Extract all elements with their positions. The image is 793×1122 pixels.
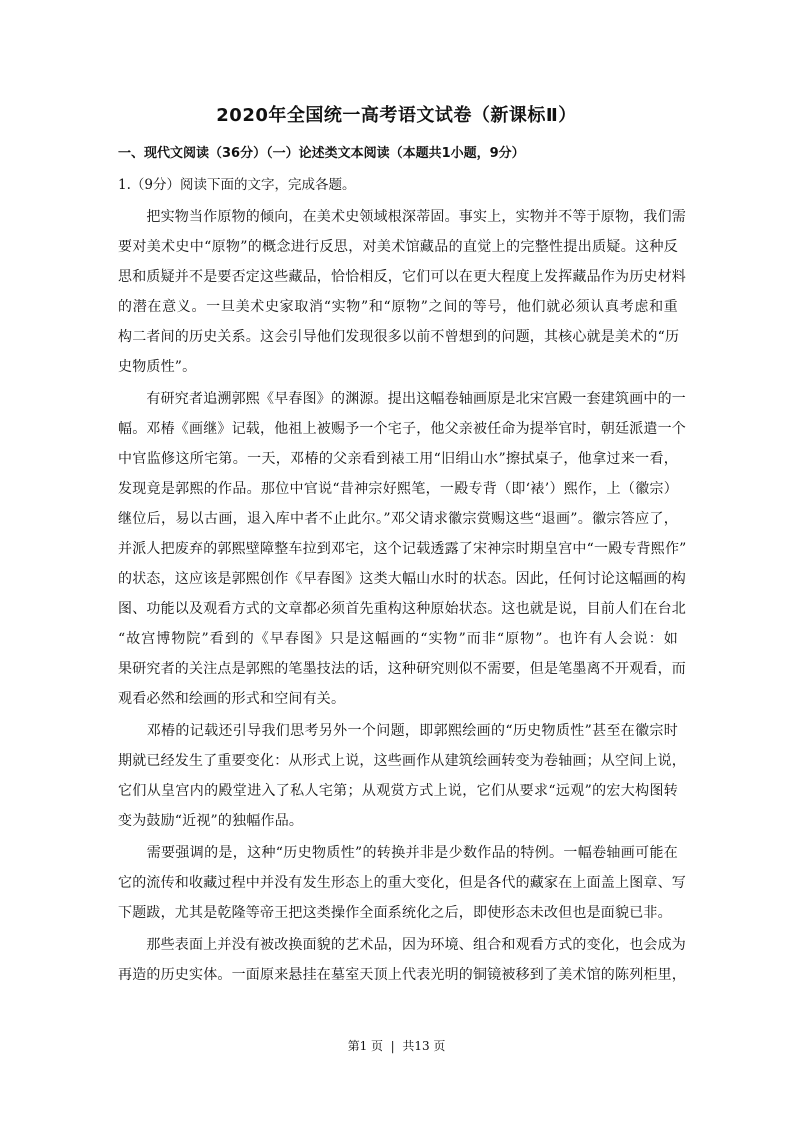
passage-line: 期就已经发生了重要变化：从形式上说，这些画作从建筑绘画转变为卷轴画；从空间上说， [118,753,686,769]
reading-passage [118,202,687,990]
passage-line: 幅。邓椿《画继》记载，他祖上被赐予一个宅子，他父亲被任命为提举官时，朝廷派遣一个 [118,421,686,437]
passage-line: 把实物当作原物的倾向，在美术史领域根深蒂固。事实上，实物并不等于原物，我们需 [118,209,686,225]
passage-paragraph [118,202,686,382]
passage-line: 那些表面上并没有被改换面貌的艺术品，因为环境、组合和观看方式的变化，也会成为 [118,937,686,953]
passage-line: 它们从皇宫内的殿堂进入了私人宅第；从观赏方式上说，它们从要求“远观”的宏大构图转 [118,783,678,799]
passage-line: 构二者间的历史关系。这会引导他们发现很多以前不曾想到的问题，其核心就是美术的“历 [118,329,680,345]
page-footer: 第1 页 | 共13 页 [347,1039,446,1053]
passage-paragraph [118,838,686,928]
passage-line: 史物质性”。 [118,359,197,375]
passage-paragraph [118,716,686,836]
passage-line: 的状态，这应该是郭熙创作《早春图》这类大幅山水时的状态。因此，任何讨论这幅画的构 [118,571,686,587]
passage-line: 果研究者的关注点是郭熙的笔墨技法的话，这种研究则似不需要，但是笔墨离不开观看，而 [118,661,686,677]
passage-line: 中官监修这所宅第。一天，邓椿的父亲看到裱工用“旧绢山水”擦拭桌子，他拿过来一看， [118,451,678,467]
passage-line: 要对美术史中“原物”的概念进行反思，对美术馆藏品的直觉上的完整性提出质疑。这种反 [118,239,678,255]
section-heading: 一、现代文阅读（36分）（一）论述类文本阅读（本题共1小题，9分） [118,146,525,161]
passage-paragraph [118,930,686,990]
passage-line: “故宫博物院”看到的《早春图》只是这幅画的“实物”而非“原物”。也许有人会说：如 [118,631,678,647]
passage-line: 变为鼓励“近视”的独幅作品。 [118,813,304,829]
question-intro: 1.（9分）阅读下面的文字，完成各题。 [118,177,356,193]
passage-line: 需要强调的是，这种“历史物质性”的转换并非是少数作品的特例。一幅卷轴画可能在 [118,845,678,861]
passage-line: 图、功能以及观看方式的文章都必须首先重构这种原始状态。这也就是说，目前人们在台北 [118,601,686,617]
passage-line: 邓椿的记载还引导我们思考另外一个问题，即郭熙绘画的“历史物质性”甚至在徽宗时 [118,723,678,739]
passage-line: 它的流传和收藏过程中并没有发生形态上的重大变化，但是各代的藏家在上面盖上图章、写 [118,875,686,891]
passage-line: 下题跋，尤其是乾隆等帝王把这类操作全面系统化之后，即使形态未改但也是面貌已非。 [118,905,672,921]
passage-line: 有研究者追溯郭熙《早春图》的渊源。提出这幅卷轴画原是北宋宫殿一套建筑画中的一 [118,391,686,407]
passage-line: 并派人把废弃的郭熙壁障整车拉到邓宅，这个记载透露了宋神宗时期皇宫中“一殿专背熙作” [118,541,687,557]
passage-line: 观看必然和绘画的形式和空间有关。 [118,691,346,707]
exam-title: 2020年全国统一高考语文试卷（新课标Ⅱ） [216,105,577,126]
passage-line: 发现竟是郭熙的作品。那位中官说“昔神宗好熙笔，一殿专背（即‘裱’）熙作，上（徽宗） [118,481,678,497]
passage-line: 再造的历史实体。一面原来悬挂在墓室天顶上代表光明的铜镜被移到了美术馆的陈列柜里， [118,967,686,983]
passage-line: 思和质疑并不是要否定这些藏品，恰恰相反，它们可以在更大程度上发挥藏品作为历史材料 [118,269,686,285]
passage-line: 的潜在意义。一旦美术史家取消“实物”和“原物”之间的等号，他们就必须认真考虑和重 [118,299,678,315]
passage-line: 继位后，易以古画，退入库中者不止此尔。”邓父请求徽宗赏赐这些“退画”。徽宗答应了， [118,511,678,527]
passage-paragraph [118,384,687,714]
